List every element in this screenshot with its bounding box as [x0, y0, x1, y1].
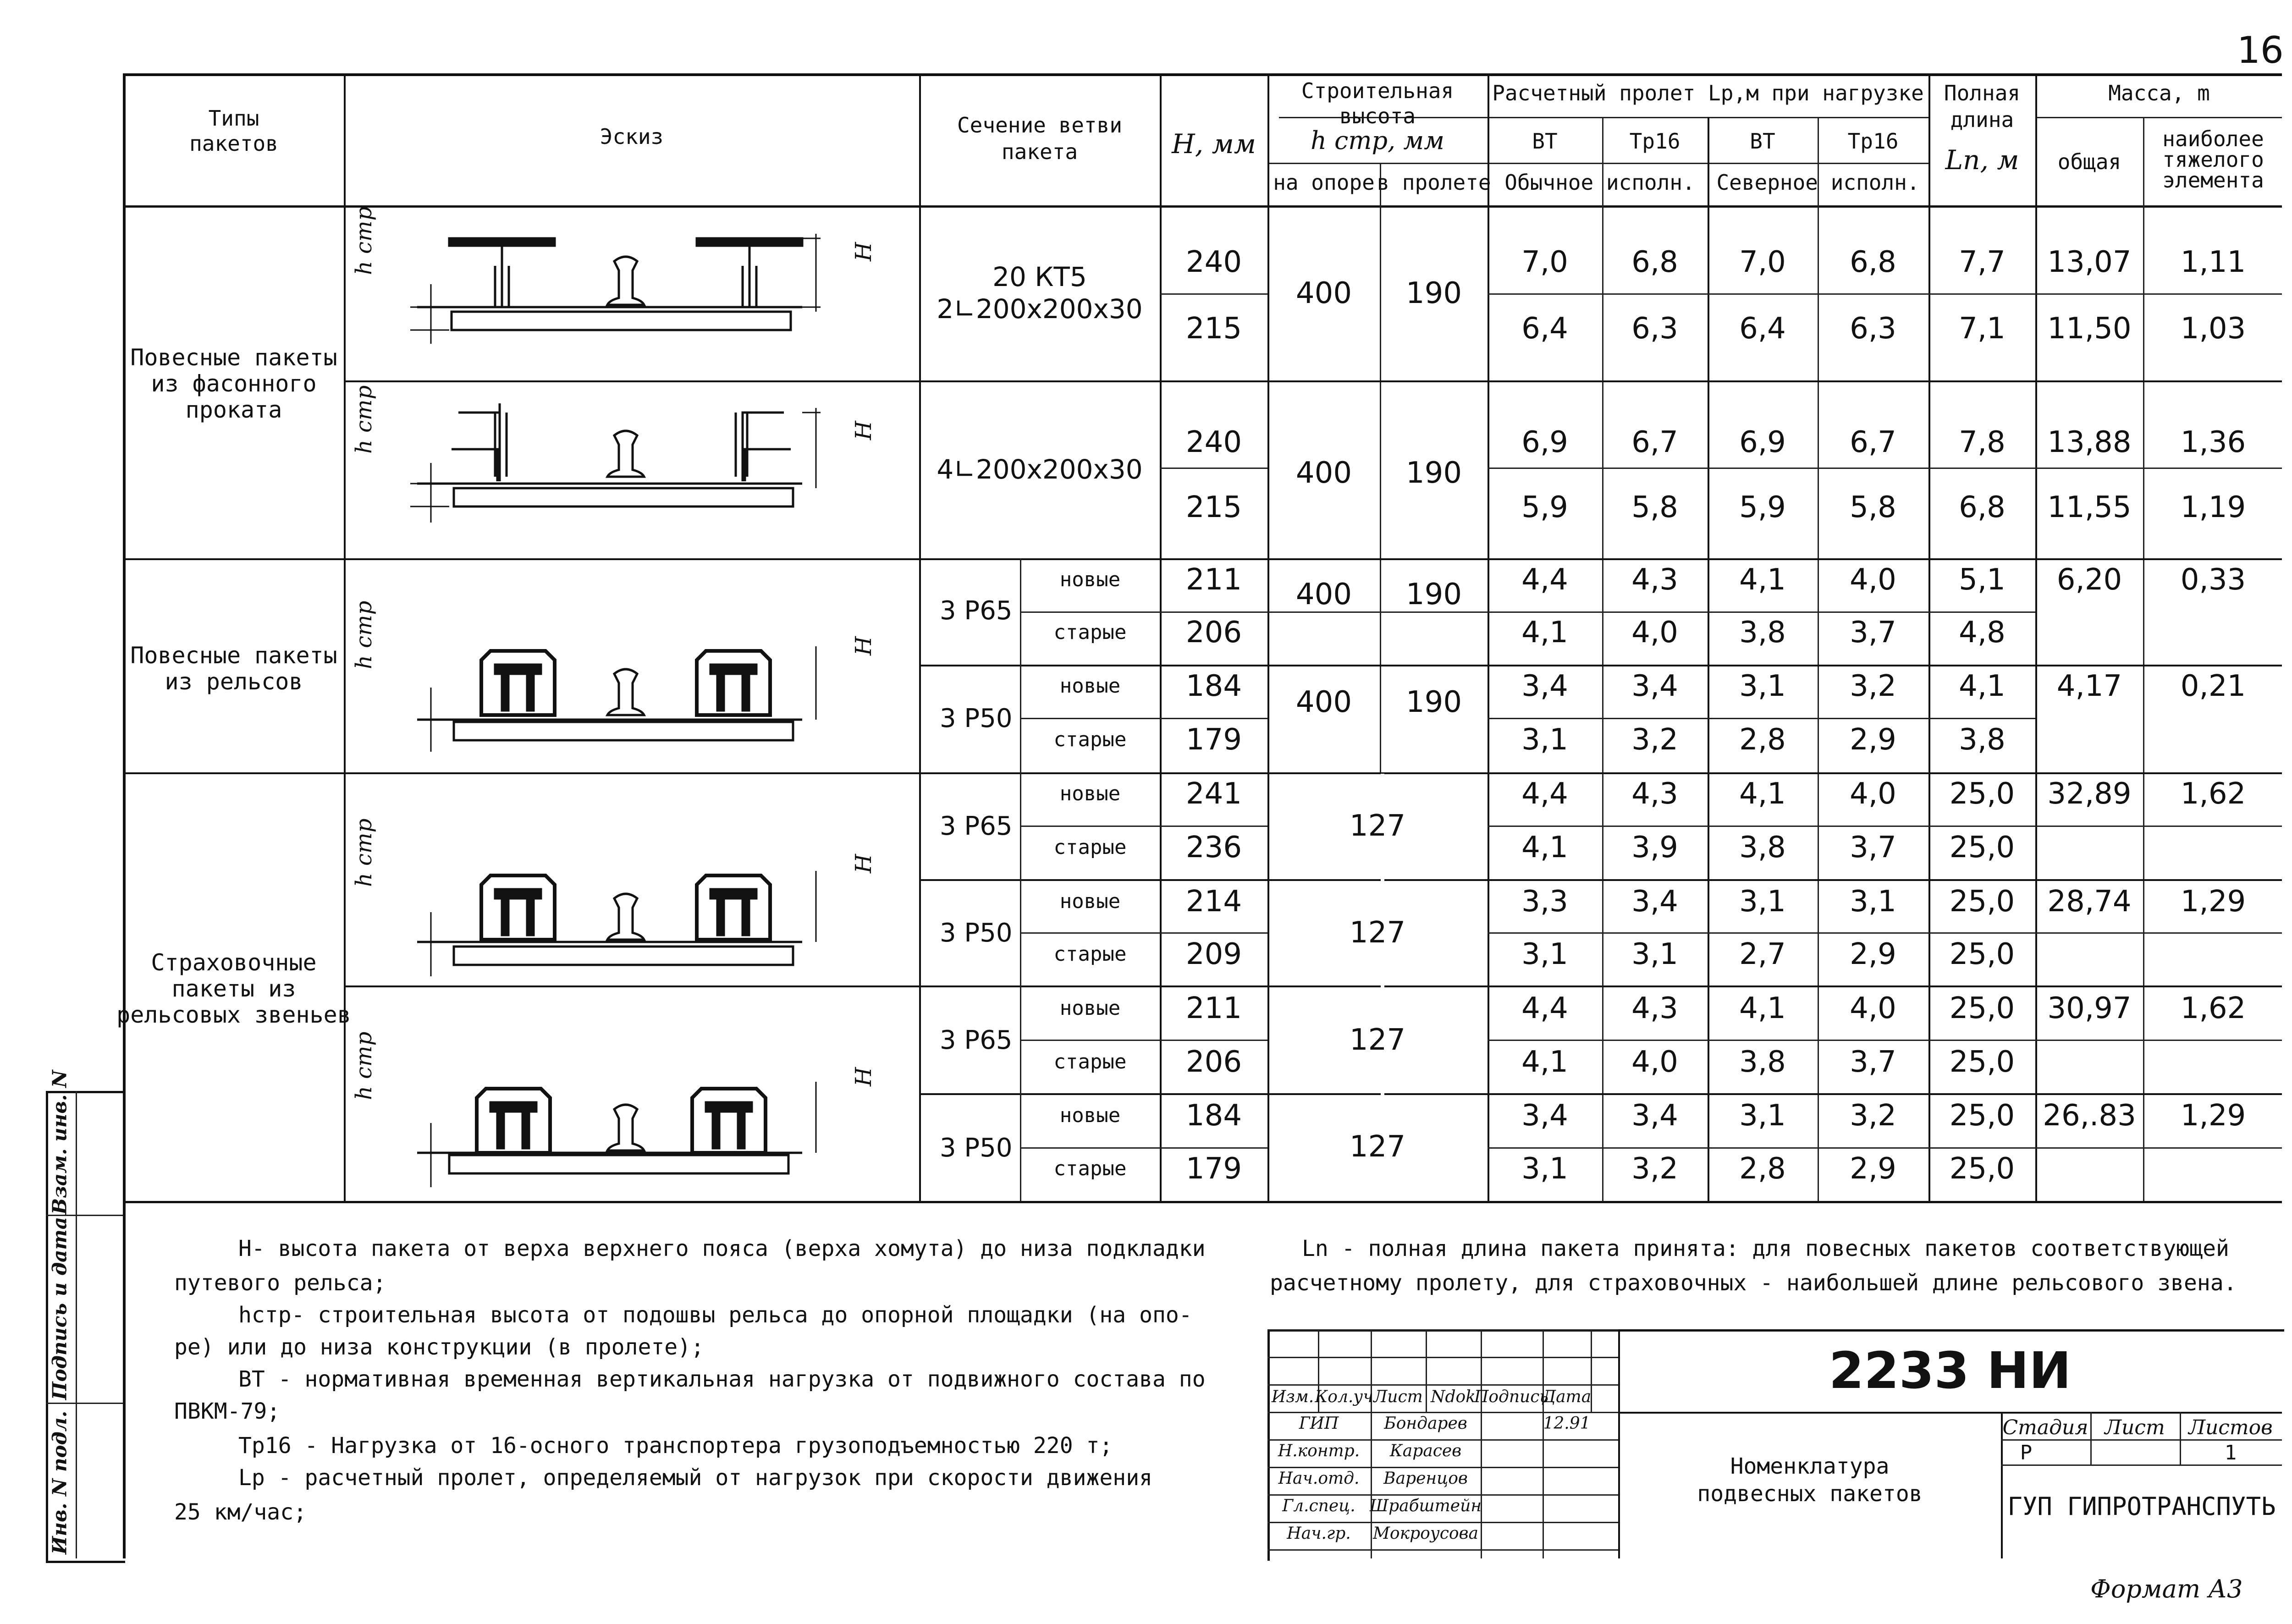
- dim-hstr: h стр: [351, 1031, 377, 1100]
- cell-tr: 3,2: [1631, 723, 1678, 757]
- height-d-support: 400: [1295, 685, 1352, 719]
- group2-l1: Повесные пакеты: [130, 642, 337, 669]
- header-types-1: Типы: [208, 106, 259, 131]
- doc-code: 2233 НИ: [1829, 1341, 2072, 1400]
- group2-l2: из рельсов: [165, 668, 303, 695]
- cell-vtn: 6,9: [1739, 425, 1786, 459]
- cell-vt: 7,0: [1521, 245, 1568, 279]
- stamp-listov-value: 1: [2224, 1441, 2237, 1464]
- cell-tr: 3,4: [1631, 885, 1678, 919]
- label-new: новые: [1059, 782, 1121, 805]
- height-e: 127: [1349, 809, 1406, 843]
- dim-H: H: [851, 421, 876, 440]
- header-north: Северное исполн.: [1716, 170, 1920, 195]
- cell-vtn: 3,1: [1739, 669, 1786, 703]
- cell-ln: 25,0: [1949, 777, 2015, 811]
- cell-h: 240: [1185, 245, 1242, 279]
- header-build-1: Строительная: [1301, 78, 1454, 103]
- cell-vt: 6,4: [1521, 312, 1568, 346]
- note-1a: H- высота пакета от верха верхнего пояса (верха хомута) до низа подкладки: [238, 1236, 1206, 1261]
- stamp-stadia: Стадия: [2002, 1416, 2088, 1439]
- cell-vtn: 2,8: [1739, 1152, 1786, 1186]
- cell-trn: 6,8: [1850, 245, 1896, 279]
- cell-heavy: 1,29: [2180, 885, 2246, 919]
- label-old: старые: [1053, 1050, 1127, 1073]
- cell-vt: 3,1: [1521, 1152, 1568, 1186]
- cell-trn: 4,0: [1850, 563, 1896, 597]
- cell-trn: 3,7: [1850, 831, 1896, 864]
- cell-total: 26,.83: [2043, 1099, 2136, 1133]
- cell-h: 241: [1185, 777, 1242, 811]
- dim-hstr: h стр: [351, 206, 377, 275]
- cell-trn: 4,0: [1850, 777, 1896, 811]
- sketches: [344, 206, 919, 1201]
- section-p65-a: 3 Р65: [940, 596, 1013, 626]
- header-build-2: высота: [1339, 104, 1416, 128]
- height-c-span: 190: [1405, 578, 1462, 611]
- height-f: 127: [1349, 916, 1406, 950]
- header-heaviest-2: тяжелого: [2162, 147, 2264, 172]
- cell-tr: 6,3: [1631, 312, 1678, 346]
- cell-ln: 25,0: [1949, 1152, 2015, 1186]
- group3-l3: рельсовых звеньев: [116, 1002, 351, 1028]
- cell-ln: 4,1: [1959, 669, 2006, 703]
- side-replace-inv: Взам. инв. N: [48, 1070, 71, 1215]
- cell-vt: 3,3: [1521, 885, 1568, 919]
- cell-ln: 25,0: [1949, 991, 2015, 1025]
- cell-trn: 3,2: [1850, 669, 1896, 703]
- height-a-span: 190: [1405, 276, 1462, 310]
- cell-h: 214: [1185, 885, 1242, 919]
- side-inv-orig: Инв. N подл.: [48, 1410, 71, 1555]
- cell-trn: 2,9: [1850, 723, 1896, 757]
- section-p50-b: 3 Р50: [940, 918, 1013, 948]
- cell-heavy: 0,21: [2180, 669, 2246, 703]
- header-tr1: Тр16: [1629, 129, 1680, 154]
- cell-tr: 4,0: [1631, 616, 1678, 650]
- cell-vt: 5,9: [1521, 490, 1568, 524]
- note-5a: Lp - расчетный пролет, определяемый от нагрузок при скорости движения: [238, 1465, 1152, 1491]
- cell-h: 209: [1185, 937, 1242, 971]
- note-6a: Ln - полная длина пакета принята: для повесных пакетов соответствующей: [1302, 1236, 2229, 1261]
- stamp-cell: Лист: [1373, 1387, 1423, 1406]
- cell-h: 179: [1185, 723, 1242, 757]
- cell-heavy: 1,19: [2180, 490, 2246, 524]
- label-new: новые: [1059, 568, 1121, 591]
- cell-vt: 4,4: [1521, 563, 1568, 597]
- cell-tr: 3,1: [1631, 937, 1678, 971]
- sketch-rails-3: [417, 1082, 816, 1187]
- header-heaviest-1: наиболее: [2162, 127, 2264, 151]
- cell-heavy: 1,11: [2180, 245, 2246, 279]
- cell-ln: 7,1: [1959, 312, 2006, 346]
- stamp-cell: Шрабштейн: [1369, 1497, 1482, 1515]
- section-s1a: 20 КТ5: [992, 261, 1087, 292]
- height-a-support: 400: [1295, 276, 1352, 310]
- height-g: 127: [1349, 1023, 1406, 1057]
- group1-l2: из фасонного: [151, 370, 317, 397]
- group1-l3: проката: [185, 396, 282, 423]
- dim-H: H: [851, 636, 876, 655]
- cell-total: 6,20: [2056, 563, 2122, 597]
- cell-heavy: 1,36: [2180, 425, 2246, 459]
- dim-hstr: h стр: [351, 818, 377, 887]
- group3-l2: пакеты из: [171, 975, 296, 1002]
- cell-vtn: 2,8: [1739, 723, 1786, 757]
- header-section-2: пакета: [1001, 139, 1078, 164]
- cell-total: 28,74: [2047, 885, 2132, 919]
- cell-tr: 3,2: [1631, 1152, 1678, 1186]
- note-5b: 25 км/час;: [174, 1499, 307, 1525]
- group1-l1: Повесные пакеты: [130, 344, 337, 371]
- cell-vt: 4,1: [1521, 616, 1568, 650]
- cell-tr: 5,8: [1631, 490, 1678, 524]
- cell-trn: 3,1: [1850, 885, 1896, 919]
- header-vt2: ВТ: [1750, 129, 1775, 154]
- cell-ln: 4,8: [1959, 616, 2006, 650]
- label-old: старые: [1053, 728, 1127, 751]
- cell-vtn: 3,8: [1739, 831, 1786, 864]
- cell-vtn: 3,8: [1739, 1045, 1786, 1079]
- height-d-span: 190: [1405, 685, 1462, 719]
- stamp-cell: Изм.: [1271, 1387, 1314, 1406]
- label-old: старые: [1053, 942, 1127, 966]
- dim-H: H: [851, 242, 876, 261]
- header-types-2: пакетов: [189, 131, 278, 156]
- stamp-stadia-value: Р: [2020, 1441, 2033, 1464]
- cell-ln: 25,0: [1949, 885, 2015, 919]
- cell-h: 215: [1185, 312, 1242, 346]
- cell-h: 211: [1185, 563, 1242, 597]
- section-p65-b: 3 Р65: [940, 811, 1013, 841]
- cell-tr: 6,7: [1631, 425, 1678, 459]
- label-new: новые: [1059, 674, 1121, 698]
- cell-tr: 4,3: [1631, 563, 1678, 597]
- cell-vt: 6,9: [1521, 425, 1568, 459]
- cell-h: 215: [1185, 490, 1242, 524]
- cell-vt: 4,1: [1521, 1045, 1568, 1079]
- cell-ln: 5,1: [1959, 563, 2006, 597]
- cell-vtn: 4,1: [1739, 991, 1786, 1025]
- header-full-2: длина: [1950, 107, 2014, 132]
- cell-tr: 3,9: [1631, 831, 1678, 864]
- cell-ln: 25,0: [1949, 937, 2015, 971]
- cell-total: 11,50: [2047, 312, 2132, 346]
- cell-h: 206: [1185, 616, 1242, 650]
- header-tr2: Тр16: [1847, 129, 1899, 154]
- stamp-cell: Н.контр.: [1278, 1442, 1360, 1460]
- dim-H: H: [851, 854, 876, 873]
- format-label: Формат А3: [2090, 1574, 2243, 1603]
- section-s1b: 2∟200x200x30: [937, 293, 1143, 325]
- label-old: старые: [1053, 1157, 1127, 1180]
- cell-ln: 25,0: [1949, 1099, 2015, 1133]
- stamp-title-2: подвесных пакетов: [1697, 1481, 1923, 1507]
- cell-heavy: 1,03: [2180, 312, 2246, 346]
- cell-tr: 3,4: [1631, 1099, 1678, 1133]
- header-on-support: на опоре: [1273, 170, 1375, 195]
- height-b-support: 400: [1295, 456, 1352, 490]
- header-section-1: Сечение ветви: [957, 113, 1123, 138]
- header-ln: Ln, м: [1945, 144, 2019, 176]
- cell-trn: 6,3: [1850, 312, 1896, 346]
- label-old: старые: [1053, 836, 1127, 859]
- header-in-span: в пролете: [1377, 170, 1491, 195]
- cell-h: 206: [1185, 1045, 1242, 1079]
- cell-vtn: 3,1: [1739, 885, 1786, 919]
- header-calc-span: Расчетный пролет Lp,м при нагрузке: [1492, 81, 1924, 105]
- section-p50-c: 3 Р50: [940, 1133, 1013, 1163]
- cell-h: 240: [1185, 425, 1242, 459]
- note-4: Тр16 - Нагрузка от 16-осного транспортера грузоподъемностью 220 т;: [238, 1433, 1113, 1459]
- cell-vt: 3,4: [1521, 669, 1568, 703]
- cell-heavy: 1,62: [2180, 991, 2246, 1025]
- stamp-cell: Мокроусова: [1373, 1524, 1478, 1543]
- stamp-list: Лист: [2105, 1416, 2165, 1439]
- stamp-cell: Варенцов: [1383, 1469, 1468, 1488]
- cell-vtn: 6,4: [1739, 312, 1786, 346]
- stamp-cell: Гл.спец.: [1282, 1497, 1355, 1515]
- cell-total: 32,89: [2047, 777, 2132, 811]
- cell-vtn: 3,8: [1739, 616, 1786, 650]
- note-6b: расчетному пролету, для страховочных - наибольшей длине рельсового звена.: [1270, 1270, 2237, 1296]
- cell-h: 179: [1185, 1152, 1242, 1186]
- cell-ln: 3,8: [1959, 723, 2006, 757]
- header-vt1: ВТ: [1532, 129, 1558, 154]
- cell-vtn: 5,9: [1739, 490, 1786, 524]
- sketch-rails-2: [417, 871, 816, 976]
- table-top-border: [123, 73, 2282, 76]
- sketch-rails-1: [417, 646, 816, 752]
- side-sign-date: Подпись и дата: [48, 1217, 71, 1400]
- cell-trn: 3,7: [1850, 616, 1896, 650]
- note-2a: hстр- строительная высота от подошвы рельса до опорной площадки (на опо-: [238, 1302, 1192, 1328]
- cell-trn: 4,0: [1850, 991, 1896, 1025]
- stamp-listov: Листов: [2188, 1416, 2273, 1439]
- group3-l1: Страховочные: [151, 949, 317, 976]
- cell-vt: 4,4: [1521, 777, 1568, 811]
- stamp-cell: Подпись: [1474, 1387, 1549, 1406]
- stamp-cell: Дата: [1542, 1387, 1592, 1406]
- sketch-beam-tee: [410, 234, 821, 344]
- stamp-cell: Нач.гр.: [1287, 1524, 1351, 1543]
- dim-hstr: h стр: [351, 600, 377, 669]
- header-h: H, мм: [1172, 128, 1256, 160]
- cell-total: 11,55: [2047, 490, 2132, 524]
- cell-tr: 6,8: [1631, 245, 1678, 279]
- cell-vt: 4,1: [1521, 831, 1568, 864]
- label-new: новые: [1059, 996, 1121, 1020]
- stamp-cell: 12.91: [1543, 1414, 1591, 1433]
- cell-trn: 3,2: [1850, 1099, 1896, 1133]
- header-mass: Масса, m: [2108, 81, 2210, 105]
- dim-hstr: h стр: [351, 385, 377, 454]
- cell-vt: 3,4: [1521, 1099, 1568, 1133]
- cell-vtn: 2,7: [1739, 937, 1786, 971]
- label-old: старые: [1053, 621, 1127, 644]
- cell-ln: 25,0: [1949, 831, 2015, 864]
- cell-vtn: 3,1: [1739, 1099, 1786, 1133]
- header-heaviest-3: элемента: [2162, 168, 2264, 193]
- label-new: новые: [1059, 890, 1121, 913]
- note-1b: путевого рельса;: [174, 1270, 386, 1296]
- note-3b: ПВКМ-79;: [174, 1398, 281, 1424]
- cell-vt: 4,4: [1521, 991, 1568, 1025]
- stamp-cell: Нач.отд.: [1278, 1469, 1360, 1488]
- label-new: новые: [1059, 1104, 1121, 1127]
- cell-ln: 6,8: [1959, 490, 2006, 524]
- cell-total: 30,97: [2047, 991, 2132, 1025]
- cell-total: 13,07: [2047, 245, 2132, 279]
- header-hstr: h стр, мм: [1311, 126, 1444, 155]
- cell-trn: 6,7: [1850, 425, 1896, 459]
- cell-heavy: 1,62: [2180, 777, 2246, 811]
- height-c-support: 400: [1295, 578, 1352, 611]
- cell-h: 211: [1185, 991, 1242, 1025]
- stamp-cell: ГИП: [1299, 1414, 1339, 1433]
- note-3a: ВТ - нормативная временная вертикальная нагрузка от подвижного состава по: [238, 1366, 1206, 1392]
- cell-trn: 3,7: [1850, 1045, 1896, 1079]
- cell-ln: 7,7: [1959, 245, 2006, 279]
- dim-H: H: [851, 1067, 876, 1086]
- cell-tr: 4,3: [1631, 777, 1678, 811]
- stamp-cell: Ndok: [1430, 1387, 1476, 1406]
- cell-vt: 3,1: [1521, 723, 1568, 757]
- section-s2: 4∟200x200x30: [937, 454, 1143, 485]
- height-b-span: 190: [1405, 456, 1462, 490]
- cell-vtn: 7,0: [1739, 245, 1786, 279]
- cell-vtn: 4,1: [1739, 777, 1786, 811]
- header-full-1: Полная: [1944, 81, 2021, 105]
- cell-heavy: 0,33: [2180, 563, 2246, 597]
- sheet-number: 16: [2237, 29, 2284, 72]
- section-p65-c: 3 Р65: [940, 1025, 1013, 1055]
- cell-trn: 2,9: [1850, 1152, 1896, 1186]
- cell-vtn: 4,1: [1739, 563, 1786, 597]
- stamp-title-1: Номенклатура: [1730, 1453, 1890, 1479]
- section-p50-a: 3 Р50: [940, 704, 1013, 733]
- cell-ln: 7,8: [1959, 425, 2006, 459]
- cell-tr: 4,0: [1631, 1045, 1678, 1079]
- cell-vt: 3,1: [1521, 937, 1568, 971]
- cell-h: 184: [1185, 669, 1242, 703]
- note-2b: ре) или до низа конструкции (в пролете);: [174, 1334, 704, 1360]
- stamp-cell: Бондарев: [1384, 1414, 1467, 1433]
- cell-total: 13,88: [2047, 425, 2132, 459]
- cell-tr: 3,4: [1631, 669, 1678, 703]
- header-sketch: Эскиз: [600, 124, 664, 149]
- stamp-cell: Карасев: [1389, 1442, 1462, 1460]
- sketch-angles: [410, 403, 821, 523]
- cell-trn: 5,8: [1850, 490, 1896, 524]
- header-normal: Обычное исполн.: [1504, 170, 1695, 195]
- cell-trn: 2,9: [1850, 937, 1896, 971]
- cell-ln: 25,0: [1949, 1045, 2015, 1079]
- stamp-cell: Кол.уч: [1315, 1387, 1373, 1406]
- header-total: общая: [2057, 149, 2121, 174]
- height-h: 127: [1349, 1130, 1406, 1164]
- cell-tr: 4,3: [1631, 991, 1678, 1025]
- cell-heavy: 1,29: [2180, 1099, 2246, 1133]
- cell-h: 236: [1185, 831, 1242, 864]
- cell-total: 4,17: [2056, 669, 2122, 703]
- stamp-org: ГУП ГИПРОТРАНСПУТЬ: [2007, 1492, 2276, 1521]
- cell-h: 184: [1185, 1099, 1242, 1133]
